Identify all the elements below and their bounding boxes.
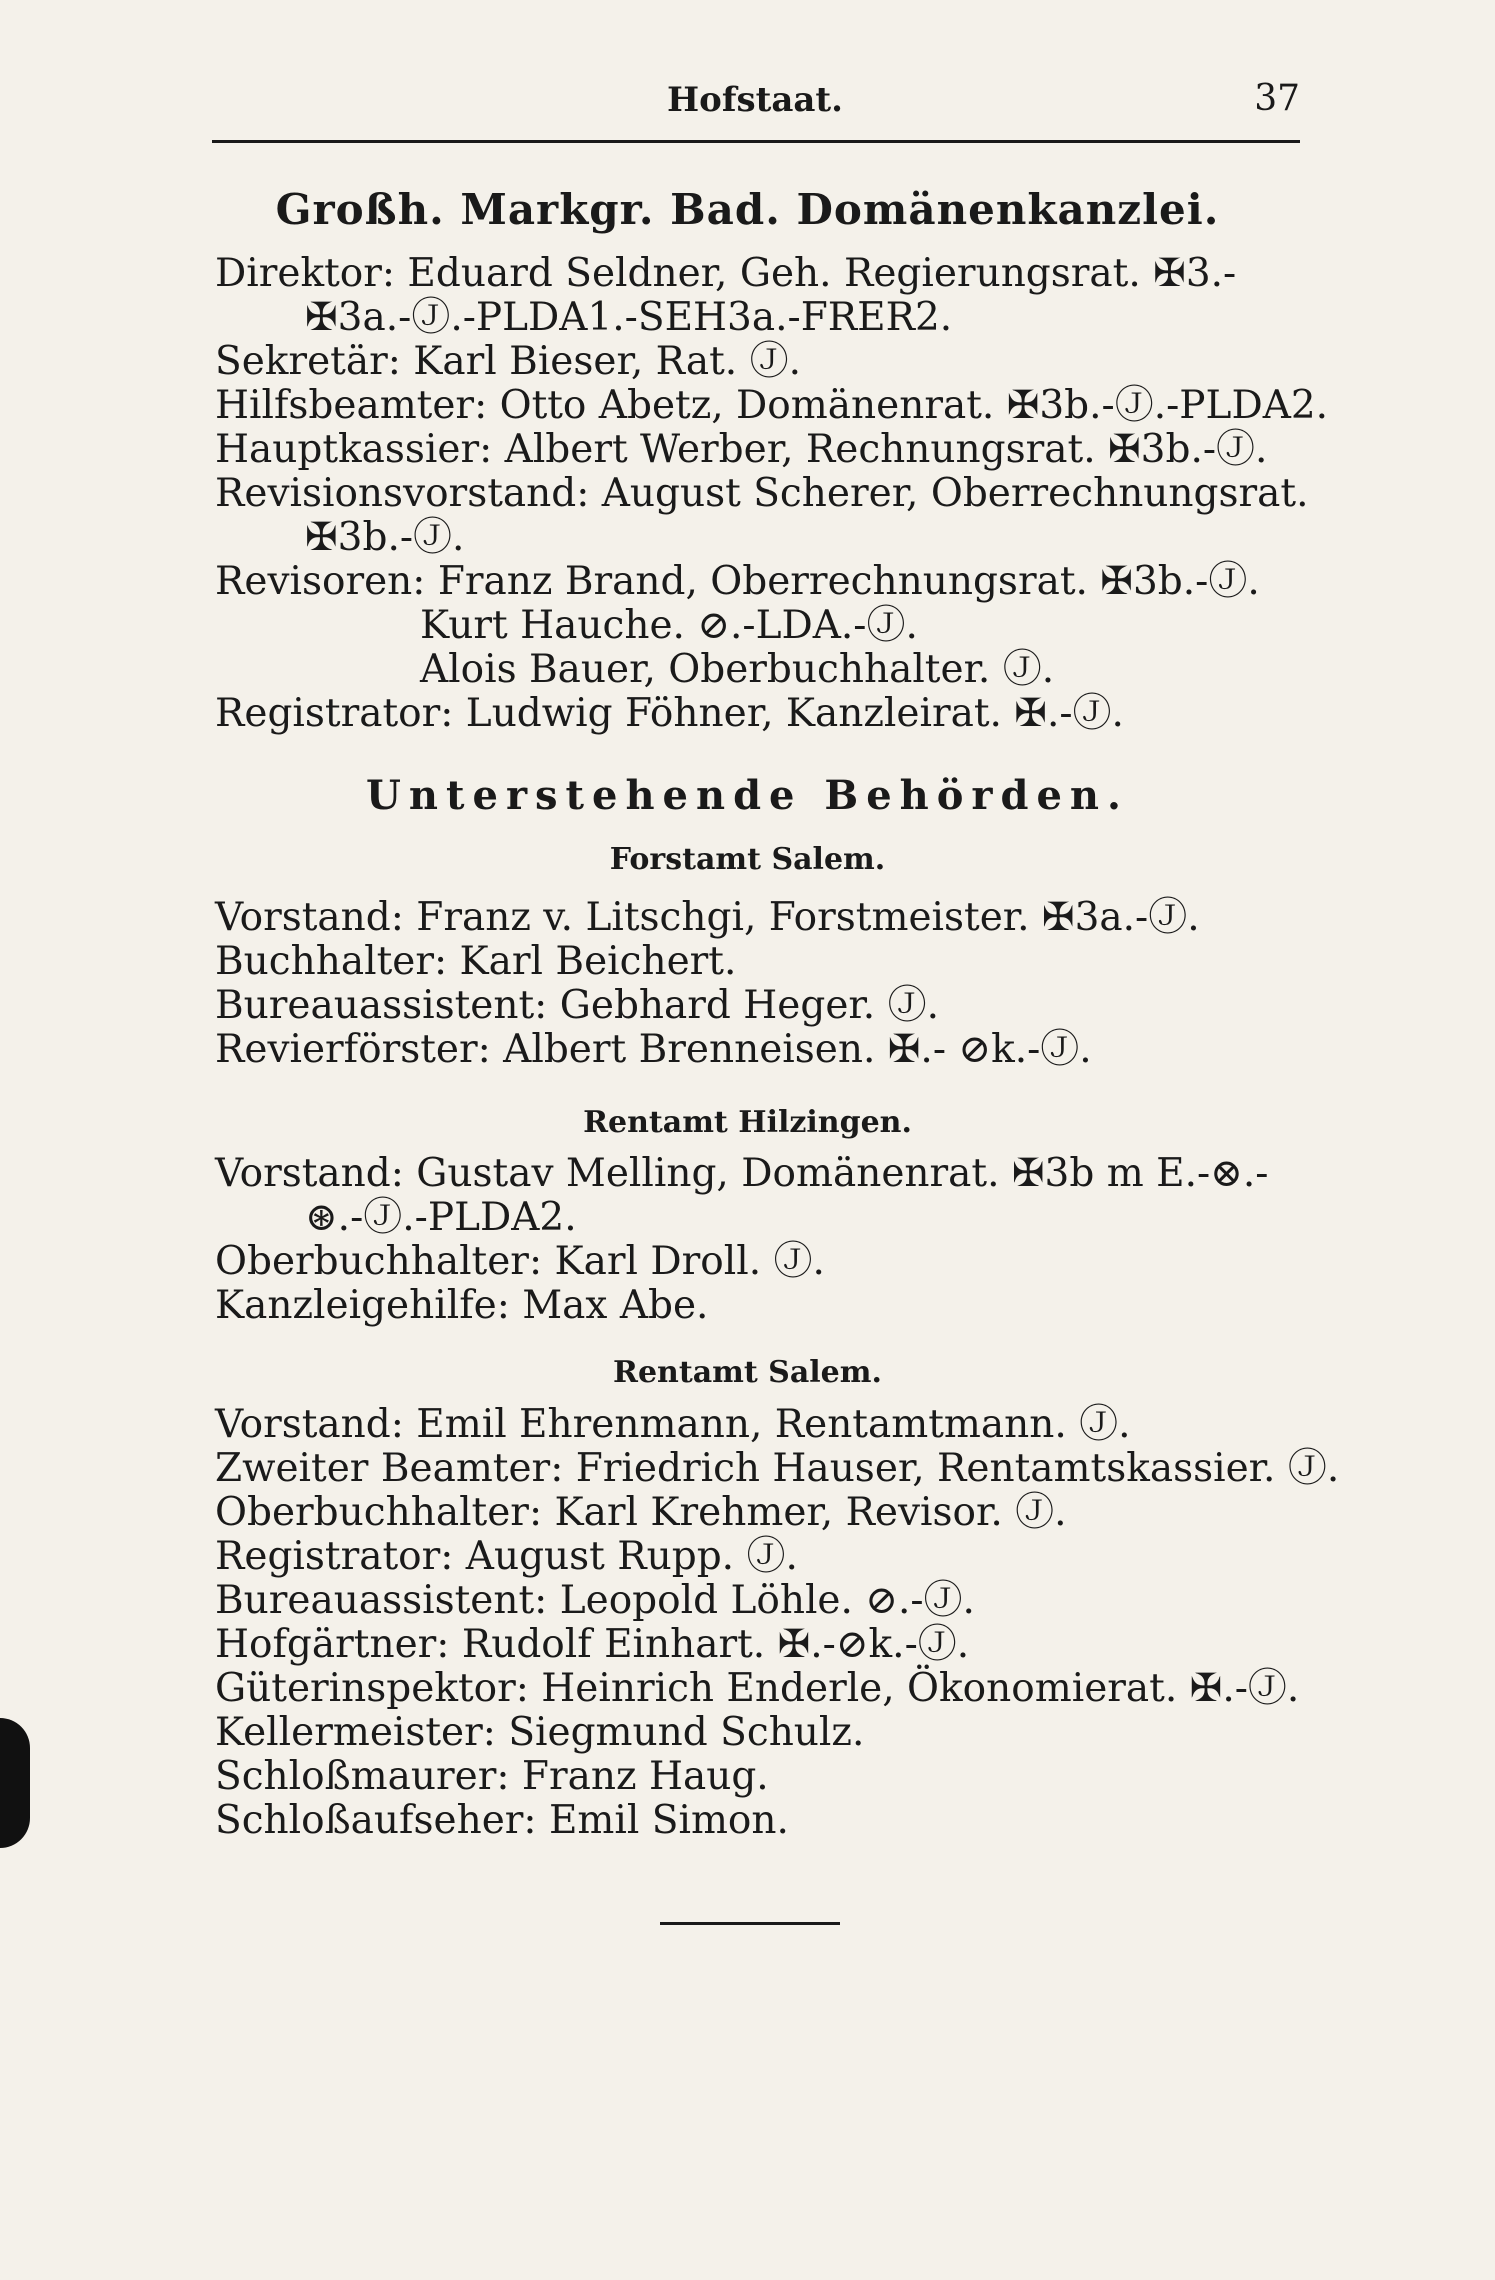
- entry-direktor: Direktor: Eduard Seldner, Geh. Regierungsrat. ✠3.-: [215, 251, 1237, 296]
- main-title: Großh. Markgr. Bad. Domänenkanzlei.: [275, 185, 1220, 234]
- rentamt-hilzingen-list: [215, 1152, 1325, 1328]
- entry-salem-kellermeister: Kellermeister: Siegmund Schulz.: [215, 1710, 865, 1755]
- entry-revisionsvorstand: Revisionsvorstand: August Scherer, Oberrechnungsrat.: [215, 471, 1309, 516]
- entry-salem-oberbuchhalter: Oberbuchhalter: Karl Krehmer, Revisor. Ⓙ.: [215, 1490, 1067, 1535]
- entry-forstamt-vorstand: Vorstand: Franz v. Litschgi, Forstmeister. ✠3a.-Ⓙ.: [215, 895, 1200, 940]
- header-rule: [212, 140, 1300, 143]
- entry-revisionsvorstand-cont: ✠3b.-Ⓙ.: [305, 515, 465, 560]
- entry-hilzingen-oberbuchhalter: Oberbuchhalter: Karl Droll. Ⓙ.: [215, 1239, 825, 1284]
- page-number: 37: [1254, 78, 1300, 119]
- edge-ink-blot: [0, 1718, 30, 1848]
- entry-hilfsbeamter: Hilfsbeamter: Otto Abetz, Domänenrat. ✠3b.-Ⓙ.-PLDA2.: [215, 383, 1329, 428]
- entry-salem-bureauassistent: Bureauassistent: Leopold Löhle. ⊘.-Ⓙ.: [215, 1578, 975, 1623]
- entry-hilzingen-kanzleigehilfe: Kanzleigehilfe: Max Abe.: [215, 1283, 709, 1328]
- entry-salem-zweiter-beamter: Zweiter Beamter: Friedrich Hauser, Rentamtskassier. Ⓙ.: [215, 1446, 1340, 1491]
- entry-direktor-cont: ✠3a.-Ⓙ.-PLDA1.-SEH3a.-FRER2.: [305, 295, 953, 340]
- entry-salem-vorstand: Vorstand: Emil Ehrenmann, Rentamtmann. Ⓙ.: [215, 1402, 1131, 1447]
- section-heading-rentamt-hilzingen: Rentamt Hilzingen.: [583, 1105, 912, 1140]
- entry-hilzingen-vorstand-cont: ⊛.-Ⓙ.-PLDA2.: [305, 1195, 577, 1240]
- entry-salem-schlossaufseher: Schloßaufseher: Emil Simon.: [215, 1798, 789, 1843]
- entry-salem-schlossmaurer: Schloßmaurer: Franz Haug.: [215, 1754, 769, 1799]
- entry-forstamt-buchhalter: Buchhalter: Karl Beichert.: [215, 939, 737, 984]
- entry-revisor-bauer: Alois Bauer, Oberbuchhalter. Ⓙ.: [420, 647, 1055, 692]
- entry-hilzingen-vorstand: Vorstand: Gustav Melling, Domänenrat. ✠3b m E.-⊗.-: [215, 1151, 1269, 1196]
- running-head: Hofstaat.: [667, 80, 843, 120]
- entry-salem-gueterinspektor: Güterinspektor: Heinrich Enderle, Ökonomierat. ✠.-Ⓙ.: [215, 1666, 1300, 1711]
- rentamt-salem-list: [215, 1402, 1340, 1843]
- entry-forstamt-bureauassistent: Bureauassistent: Gebhard Heger. Ⓙ.: [215, 983, 939, 1028]
- section-heading-forstamt: Forstamt Salem.: [609, 842, 886, 877]
- subordinate-heading: Unterstehende Behörden.: [366, 772, 1129, 819]
- kanzlei-staff-list: [215, 251, 1329, 736]
- entry-salem-hofgaertner: Hofgärtner: Rudolf Einhart. ✠.-⊘k.-Ⓙ.: [215, 1622, 970, 1667]
- entry-salem-registrator: Registrator: August Rupp. Ⓙ.: [215, 1534, 798, 1579]
- bottom-rule: [660, 1922, 840, 1925]
- entry-sekretaer: Sekretär: Karl Bieser, Rat. Ⓙ.: [215, 339, 801, 384]
- entry-revisor-hauche: Kurt Hauche. ⊘.-LDA.-Ⓙ.: [420, 603, 918, 648]
- entry-forstamt-revierfoerster: Revierförster: Albert Brenneisen. ✠.- ⊘k.-Ⓙ.: [215, 1027, 1092, 1072]
- entry-revisoren: Revisoren: Franz Brand, Oberrechnungsrat. ✠3b.-Ⓙ.: [215, 559, 1260, 604]
- section-heading-rentamt-salem: Rentamt Salem.: [613, 1355, 882, 1390]
- page-header: [210, 78, 1300, 138]
- entry-registrator: Registrator: Ludwig Föhner, Kanzleirat. ✠.-Ⓙ.: [215, 691, 1124, 736]
- forstamt-list: [215, 896, 1325, 1072]
- entry-hauptkassier: Hauptkassier: Albert Werber, Rechnungsrat. ✠3b.-Ⓙ.: [215, 427, 1268, 472]
